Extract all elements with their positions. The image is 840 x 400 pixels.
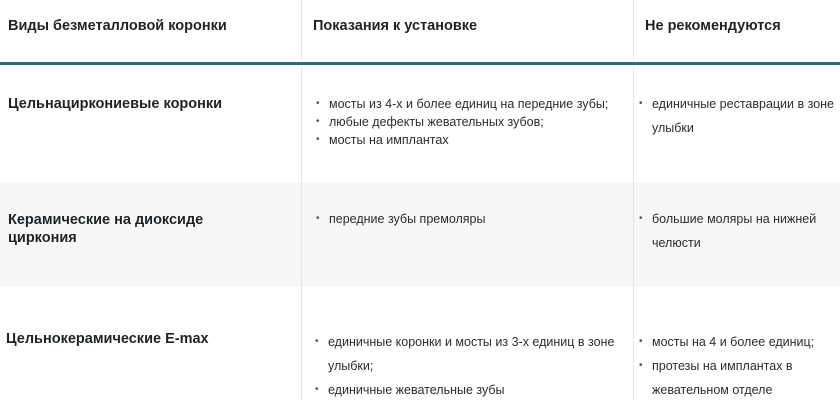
list-item: • единичные жевательные зубы bbox=[315, 378, 620, 400]
table-header bbox=[0, 0, 840, 62]
not-recommended-list bbox=[639, 92, 834, 140]
column-divider bbox=[633, 0, 634, 60]
indications-list bbox=[316, 95, 616, 149]
row-crown-name: Керамические на диоксиде циркония bbox=[8, 212, 204, 246]
table-row bbox=[0, 183, 840, 287]
list-item: • любые дефекты жевательных зубов; bbox=[316, 113, 616, 131]
table-row bbox=[0, 287, 840, 400]
row-crown-name: Цельнокерамические E-max bbox=[6, 331, 209, 347]
column-divider bbox=[301, 68, 302, 400]
list-item: • мосты на 4 и более единиц; bbox=[639, 330, 834, 354]
indications-list bbox=[316, 210, 616, 228]
table-row bbox=[0, 65, 840, 183]
list-item: • единичные реставрации в зоне улыбки bbox=[639, 92, 834, 140]
not-recommended-list bbox=[639, 330, 834, 400]
header-crown-types: Виды безметалловой коронки bbox=[8, 18, 227, 34]
list-item: • мосты из 4-х и более единиц на передние зубы; bbox=[316, 95, 616, 113]
list-item: • передние зубы премоляры bbox=[316, 210, 616, 228]
indications-list bbox=[315, 330, 620, 400]
row-crown-name: Цельнациркониевые коронки bbox=[8, 96, 223, 112]
list-item: • мосты на имплантах bbox=[316, 131, 616, 149]
header-indications: Показания к установке bbox=[313, 18, 478, 34]
list-item: • единичные коронки и мосты из 3-х единиц в зоне улыбки; bbox=[315, 330, 620, 378]
column-divider bbox=[301, 0, 302, 60]
not-recommended-list bbox=[639, 207, 834, 255]
list-item: • большие моляры на нижней челюсти bbox=[639, 207, 834, 255]
header-not-recommended: Не рекомендуются bbox=[645, 18, 781, 34]
list-item: • протезы на имплантах в жевательном отделе bbox=[639, 354, 834, 400]
column-divider bbox=[633, 68, 634, 400]
